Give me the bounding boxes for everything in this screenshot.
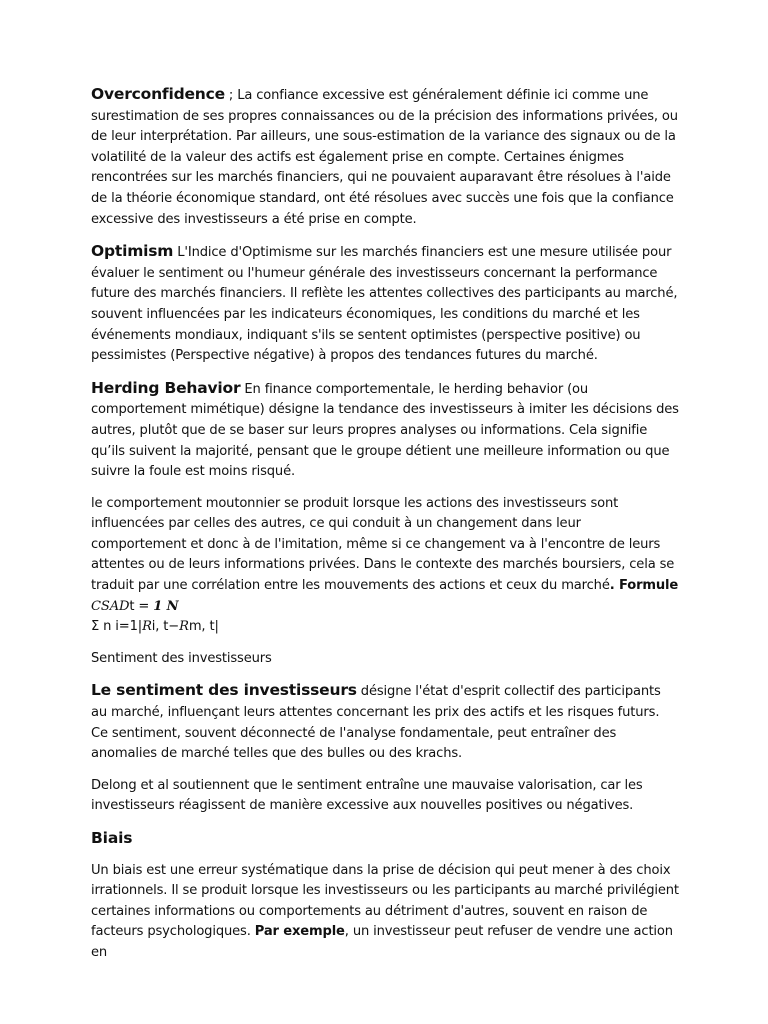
optimism-paragraph xyxy=(91,241,679,367)
overconfidence-term: Overconfidence xyxy=(91,85,225,103)
formula-line2-a: Σ n i=1| xyxy=(91,619,143,635)
herding-paragraph-2 xyxy=(91,494,679,638)
formula-line2-c: m, t| xyxy=(188,619,219,635)
herding-paragraph xyxy=(91,378,679,483)
example-text: , un investisseur peut refuser de vendre une action en xyxy=(91,924,673,960)
formula-r2: R xyxy=(179,619,189,635)
herding-paragraph-2-text: le comportement moutonnier se produit lorsque les actions des investisseurs sont influencées par celles des autres, ce qui conduit à un changement dans leur comportement et donc à de l'imitation, même si ce changement va à l'encontre de leurs attentes ou de leurs informations privées. Dans le contexte des marchés boursiers, cela se traduit par une corrélation entre les mouvements des actions et ceux du marché xyxy=(91,495,675,594)
delong-paragraph: Delong et al soutiennent que le sentiment entraîne une mauvaise valorisation, car les investisseurs réagissent de manière excessive aux nouvelles positives ou négatives. xyxy=(91,777,643,814)
sentiment-text: désigne l'état d'esprit collectif des participants au marché, influençant leurs attentes concernant les prix des actifs et les risques futurs. Ce sentiment, souvent déconnecté de l'analyse fondamentale, peut entraîner des anomalies de marché telles que des bulles ou des krachs. xyxy=(91,684,661,762)
biais-heading: Biais xyxy=(91,829,133,847)
overconfidence-text: ; La confiance excessive est généralement définie ici comme une surestimation de ses propres connaissances ou de la précision des informations privées, ou de leur interprétation. Par ailleurs, une sous-estimation de la variance des signaux ou de la volatilité de la valeur des actifs est également prise en compte. Certaines énigmes rencontrées sur les marchés financiers, qui ne pouvaient auparavant être résolues à l'aide de la théorie économique standard, ont été résolues avec succès une fois que la confiance excessive des investisseurs a été prise en compte. xyxy=(91,88,678,227)
formula-line2-b: i, t− xyxy=(151,619,180,635)
formula-n: N xyxy=(166,598,179,614)
sentiment-paragraph xyxy=(91,680,679,764)
document-page xyxy=(91,84,679,975)
formula-t: t = xyxy=(129,598,154,614)
sentiment-term: Le sentiment des investisseurs xyxy=(91,681,357,700)
formula-one: 1 xyxy=(153,598,167,614)
example-label: Par exemple xyxy=(254,924,345,940)
formula-label: . Formule xyxy=(609,578,679,594)
biais-paragraph xyxy=(91,861,679,964)
biais-text: Un biais est une erreur systématique dans la prise de décision qui peut mener à des choix irrationnels. Il se produit lorsque les investisseurs ou les participants au marché privilégient certaines informations ou comportements au détriment d'autres, souvent en raison de facteurs psychologiques. xyxy=(91,862,679,940)
sentiment-plain-heading: Sentiment des investisseurs xyxy=(91,650,272,666)
optimism-text: L'Indice d'Optimisme sur les marchés financiers est une mesure utilisée pour évaluer le sentiment ou l'humeur générale des investisseurs concernant la performance future des marchés financiers. Il reflète les attentes collectives des participants au marché, souvent influencées par les indicateurs économiques, les conditions du marché et les événements mondiaux, indiquant s'ils se sentent optimistes (perspective positive) ou pessimistes (Perspective négative) à propos des tendances futures du marché. xyxy=(91,245,678,364)
herding-text: En finance comportementale, le herding behavior (ou comportement mimétique) désigne la tendance des investisseurs à imiter les décisions des autres, plutôt que de se baser sur leurs propres analyses ou informations. Cela signifie qu’ils suivent la majorité, pensant que le groupe détient une meilleure information ou que suivre la foule est moins risqué. xyxy=(91,381,679,480)
herding-term: Herding Behavior xyxy=(91,378,241,397)
formula-csad: CSAD xyxy=(91,598,130,614)
optimism-term: Optimism xyxy=(91,242,174,261)
formula-r1: R xyxy=(142,619,152,635)
overconfidence-paragraph xyxy=(91,84,679,230)
